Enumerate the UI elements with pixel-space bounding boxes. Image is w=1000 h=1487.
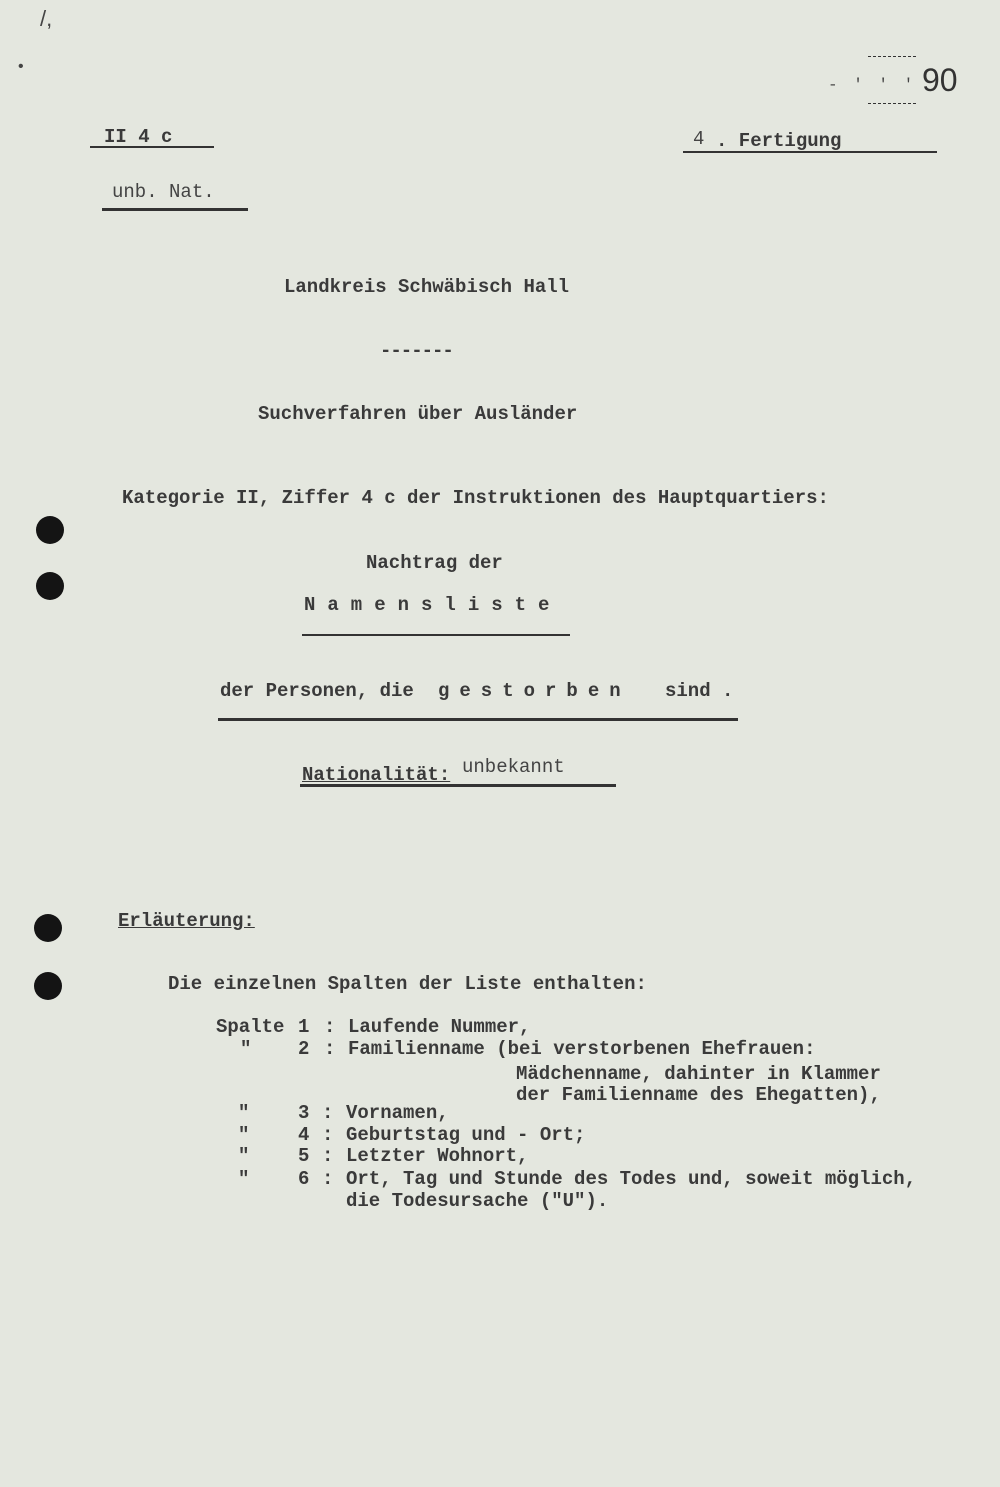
file-code: II 4 c (104, 126, 173, 148)
subtitle-underline (102, 208, 248, 211)
column-row-text: Familienname (bei verstorbenen Ehefrauen: (348, 1038, 816, 1060)
column-row-label: " (238, 1168, 250, 1190)
column-row-text: die Todesursache ("U"). (346, 1190, 609, 1212)
file-code-underline (90, 146, 214, 148)
page-number: 90 (922, 62, 958, 98)
page-number-top-dash (868, 56, 916, 57)
column-row-num: 4 (298, 1124, 310, 1146)
punch-hole (36, 516, 64, 544)
column-row-colon: : (324, 1038, 336, 1060)
persons-suffix: sind . (665, 680, 734, 702)
page-number-bottom-dash (868, 103, 916, 104)
column-row-colon: : (322, 1124, 334, 1146)
column-row-colon: : (322, 1168, 334, 1190)
list-title: Namensliste (304, 594, 562, 616)
column-row-text: Letzter Wohnort, (346, 1145, 529, 1167)
column-row-num: 6 (298, 1168, 310, 1190)
copy-label: . Fertigung (716, 130, 842, 152)
list-title-underline (302, 634, 570, 636)
nationality-value: unbekannt (462, 756, 565, 778)
column-row-text: Mädchenname, dahinter in Klammer (516, 1063, 881, 1085)
column-row-label: " (238, 1102, 250, 1124)
title-separator: ------- (380, 340, 453, 362)
column-row-num: 3 (298, 1102, 310, 1124)
column-row-num: 1 (298, 1016, 310, 1038)
column-row-text: Ort, Tag und Stunde des Todes und, soweit möglich, (346, 1168, 917, 1190)
subtitle-unb-nat: unb. Nat. (112, 181, 215, 203)
column-row-label: Spalte (216, 1016, 285, 1038)
persons-prefix: der Personen, die (220, 680, 414, 702)
district-title: Landkreis Schwäbisch Hall (284, 276, 570, 298)
copy-number: 4 (693, 128, 705, 150)
column-row-label: " (240, 1038, 252, 1060)
explanation-intro: Die einzelnen Spalten der Liste enthalten: (168, 973, 647, 995)
nationality-label: Nationalität: (302, 764, 451, 786)
column-row-text: Vornamen, (346, 1102, 449, 1124)
nationality-underline (300, 784, 616, 787)
column-row-colon: : (322, 1145, 334, 1167)
page-number-dashes: - ' ' ' (828, 76, 917, 94)
punch-hole (36, 572, 64, 600)
explanation-heading: Erläuterung: (118, 910, 255, 932)
punch-hole (34, 972, 62, 1000)
column-row-label: " (238, 1145, 250, 1167)
copy-underline (683, 151, 937, 153)
procedure-title: Suchverfahren über Ausländer (258, 403, 578, 425)
category-line: Kategorie II, Ziffer 4 c der Instruktionen des Hauptquartiers: (122, 487, 829, 509)
column-row-text: der Familienname des Ehegatten), (516, 1084, 881, 1106)
column-row-text: Geburtstag und - Ort; (346, 1124, 586, 1146)
persons-underline (218, 718, 738, 721)
addendum-line: Nachtrag der (366, 552, 503, 574)
column-row-colon: : (324, 1016, 336, 1038)
column-row-num: 2 (298, 1038, 310, 1060)
punch-hole (34, 914, 62, 942)
persons-emphasis: gestorben (438, 680, 631, 702)
column-row-text: Laufende Nummer, (348, 1016, 531, 1038)
corner-mark: /, (40, 6, 53, 31)
column-row-colon: : (322, 1102, 334, 1124)
column-row-label: " (238, 1124, 250, 1146)
column-row-num: 5 (298, 1145, 310, 1167)
corner-dot: • (18, 58, 24, 75)
